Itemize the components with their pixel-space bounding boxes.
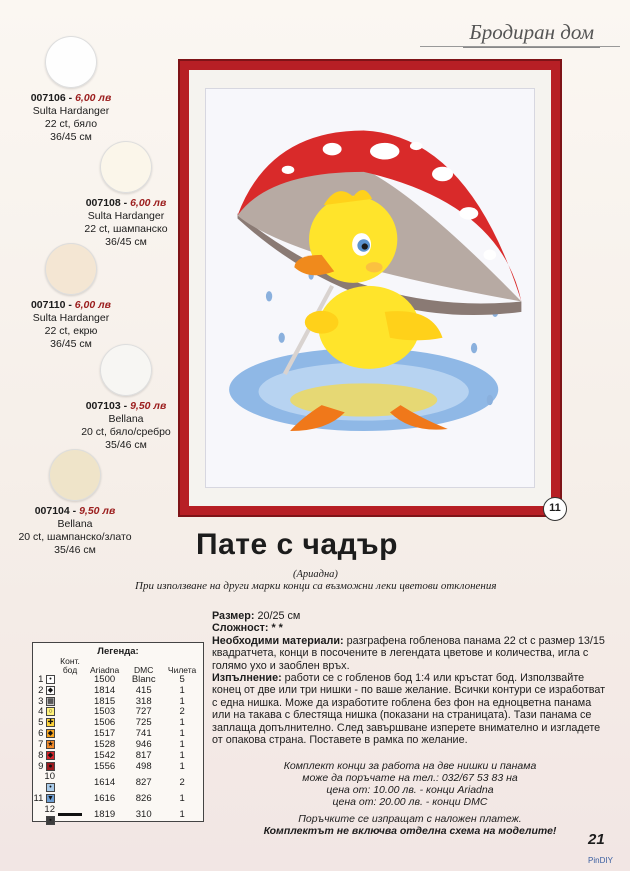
brand-divider [420, 46, 620, 47]
execution-label: Изпълнение: [212, 672, 282, 685]
legend-symbol: ▼ [47, 794, 54, 802]
legend-table [33, 657, 203, 826]
legend-symbol: ✚ [47, 719, 54, 727]
fabric-color-circle [45, 243, 97, 295]
legend-row [33, 697, 203, 708]
fabric-spec: 22 ct, бяло [44, 118, 98, 130]
size-value: 20/25 см [254, 610, 301, 622]
col-ariadna: Ariadna [89, 665, 120, 675]
legend-row [33, 794, 203, 805]
legend-ariadna: 1503 [94, 706, 116, 718]
order-information [240, 760, 580, 837]
fabric-code: 007106 [30, 92, 66, 104]
legend-row [33, 751, 203, 762]
legend-ariadna: 1500 [94, 674, 116, 685]
magazine-brand: Бродиран дом [463, 20, 600, 48]
legend-dmc: 741 [135, 728, 152, 740]
legend-row [33, 707, 203, 718]
legend-dmc: 310 [135, 809, 152, 821]
fabric-size: 36/45 см [50, 338, 92, 350]
legend-number: 11 [33, 792, 44, 804]
legend-row [33, 718, 203, 729]
col-dmc: DMC [134, 665, 154, 675]
legend-number: 12 [44, 803, 55, 815]
legend-ariadna: 1815 [94, 695, 116, 707]
legend-title: Легенда: [97, 646, 139, 657]
fabric-swatch-1: 007106 - 6,00 лв Sulta Hardanger 22 ct, бяло 36/45 см [16, 36, 126, 144]
fabric-size: 35/46 см [105, 439, 147, 451]
legend-number: 9 [38, 760, 44, 772]
legend-dmc: 827 [135, 776, 152, 788]
picture-mat [189, 70, 551, 506]
legend-ariadna: 1614 [94, 776, 116, 788]
legend-number: 7 [38, 738, 44, 750]
legend-skeins: 1 [179, 695, 185, 707]
difficulty-value: * * [268, 622, 283, 635]
legend-symbol: ◆ [47, 686, 54, 694]
watermark: PinDIY [588, 856, 613, 865]
order-phone: може да поръчате на тел.: 032/67 53 83 на [302, 772, 518, 784]
legend-dmc: 498 [135, 760, 152, 772]
order-disclaimer: Комплектът не включва отделна схема на моделите! [263, 825, 557, 837]
legend-symbol: ○ [46, 707, 55, 716]
legend-dmc: 826 [135, 792, 152, 804]
legend-number: 10 [44, 771, 55, 783]
legend-symbol: • [46, 783, 55, 792]
duck-with-umbrella-illustration [206, 89, 534, 487]
legend-number: 8 [38, 749, 44, 761]
order-price-dmc: цена от: 20.00 лв. - конци DMC [332, 796, 488, 808]
legend-skeins: 1 [179, 717, 185, 729]
legend-row [33, 729, 203, 740]
legend-skeins: 1 [179, 684, 185, 696]
legend-ariadna: 1517 [94, 728, 116, 740]
legend-symbol: ◆ [47, 751, 54, 759]
fabric-spec: 20 ct, бяло/сребро [81, 426, 171, 438]
legend-number: 6 [38, 728, 44, 740]
legend-ariadna: 1616 [94, 792, 116, 804]
legend-skeins: 2 [179, 776, 185, 788]
fabric-code: 007103 [85, 400, 121, 412]
order-price-ariadna: цена от: 10.00 лв. - конци Ariadna [326, 784, 494, 796]
legend-number: 4 [38, 706, 44, 718]
legend-symbol: • [46, 675, 55, 684]
fabric-size: 36/45 см [105, 236, 147, 248]
legend-skeins: 1 [179, 809, 185, 821]
materials-label: Необходими материали: [212, 634, 344, 647]
legend-row [33, 686, 203, 697]
picture-frame [178, 59, 562, 517]
fabric-price: 6,00 лв [74, 299, 112, 311]
fabric-price: 9,50 лв [79, 505, 116, 517]
legend-ariadna: 1814 [94, 684, 116, 696]
fabric-color-circle [100, 344, 152, 396]
color-disclaimer: При използване на други марки конци са възможни леки цветови отклонения [135, 580, 497, 592]
order-shipping: Поръчките се изпращат с наложен платеж. [298, 813, 522, 825]
fabric-size: 35/46 см [54, 544, 96, 556]
legend-ariadna: 1556 [94, 760, 116, 772]
legend-ariadna: 1528 [94, 738, 116, 750]
fabric-name: Bellana [57, 518, 93, 530]
execution-text: работи се с гобленов бод 1:4 или кръстат бод. Използвайте конец от две или три нишки - по ваше желание. Всички контури се изработват с една нишка. Може да изработите гоблена без фон на едноцветна панама или на такава с блестяща нишка (показани на страницата). Тази панама се заплаща допълнително. След завършване изперете внимателно и изгладете от опакова страна. Поставете в рамка по желание. [212, 672, 606, 747]
fabric-color-circle [100, 141, 152, 193]
order-line: Комплект конци за работа на две нишки и панама [283, 760, 537, 772]
fabric-price: 6,00 лв [130, 197, 167, 209]
legend-symbol: ▪ [46, 816, 55, 825]
legend-number: 2 [38, 684, 44, 696]
fabric-name: Bellana [108, 413, 144, 425]
legend-dmc: Blanc [131, 674, 156, 685]
materials-text: разграфена гобленова панама 22 ct с размер 13/15 квадратчета, конци в посочените в легендата цветове и количества, игла с голямо ухо и заоблен връх. [212, 634, 605, 672]
cross-stitch-picture [205, 88, 535, 488]
legend-skeins: 1 [179, 792, 185, 804]
legend-dmc: 415 [135, 684, 152, 696]
col-skeins: Чилета [167, 665, 197, 675]
fabric-code: 007110 [30, 299, 66, 311]
thread-legend [32, 642, 204, 822]
legend-skeins: 5 [179, 674, 185, 685]
fabric-spec: 20 ct, шампанско/злато [18, 531, 132, 543]
legend-number: 5 [38, 717, 44, 729]
legend-number: 3 [38, 695, 44, 707]
legend-dmc: 727 [135, 706, 152, 718]
legend-row [33, 805, 203, 827]
fabric-code: 007108 [85, 197, 121, 209]
legend-number: 1 [38, 674, 44, 686]
fabric-swatch-3: 007110 - 6,00 лв Sulta Hardanger 22 ct, екрю 36/45 см [16, 243, 126, 351]
legend-symbol: ★ [47, 740, 54, 748]
pattern-author: (Ариадна) [293, 569, 338, 580]
fabric-swatch-4: 007103 - 9,50 лв Bellana 20 ct, бяло/сребро 35/46 см [70, 344, 182, 452]
pattern-title: Пате с чадър [196, 528, 398, 561]
legend-row [33, 675, 203, 686]
fabric-price: 9,50 лв [130, 400, 167, 412]
legend-skeins: 2 [179, 706, 185, 718]
legend-row [33, 762, 203, 773]
legend-skeins: 1 [179, 760, 185, 772]
legend-ariadna: 1819 [94, 809, 116, 821]
legend-symbol: ◆ [47, 730, 54, 738]
pattern-number-badge: 11 [543, 497, 567, 521]
col-kont: Конт. бод [60, 656, 80, 675]
fabric-swatch-5: 007104 - 9,50 лв Bellana 20 ct, шампанско/злато 35/46 см [10, 449, 140, 557]
legend-skeins: 1 [179, 728, 185, 740]
difficulty-label: Сложност: [212, 622, 269, 635]
fabric-price: 6,00 лв [75, 92, 112, 104]
legend-dmc: 725 [135, 717, 152, 729]
fabric-name: Sulta Hardanger [32, 105, 110, 117]
fabric-spec: 22 ct, екрю [44, 325, 98, 337]
legend-row [33, 772, 203, 794]
fabric-color-circle [49, 449, 101, 501]
legend-skeins: 1 [179, 738, 185, 750]
pattern-instructions [212, 610, 607, 746]
fabric-name: Sulta Hardanger [87, 210, 165, 222]
fabric-code: 007104 [34, 505, 70, 517]
legend-ariadna: 1506 [94, 717, 116, 729]
fabric-swatch-2: 007108 - 6,00 лв Sulta Hardanger 22 ct, шампанско 36/45 см [70, 141, 182, 249]
fabric-color-circle [45, 36, 97, 88]
size-label: Размер: [212, 610, 255, 622]
page-number: 21 [588, 831, 605, 848]
legend-symbol: ▦ [47, 697, 54, 705]
legend-dmc: 817 [135, 749, 152, 761]
legend-dmc: 318 [135, 695, 152, 707]
legend-row [33, 740, 203, 751]
fabric-name: Sulta Hardanger [32, 312, 110, 324]
legend-ariadna: 1542 [94, 749, 116, 761]
fabric-size: 36/45 см [50, 131, 92, 143]
legend-dmc: 946 [135, 738, 152, 750]
backstitch-line [58, 813, 82, 816]
legend-skeins: 1 [179, 749, 185, 761]
legend-symbol: ● [46, 762, 55, 771]
fabric-spec: 22 ct, шампанско [84, 223, 168, 235]
duck-wing [305, 311, 339, 334]
